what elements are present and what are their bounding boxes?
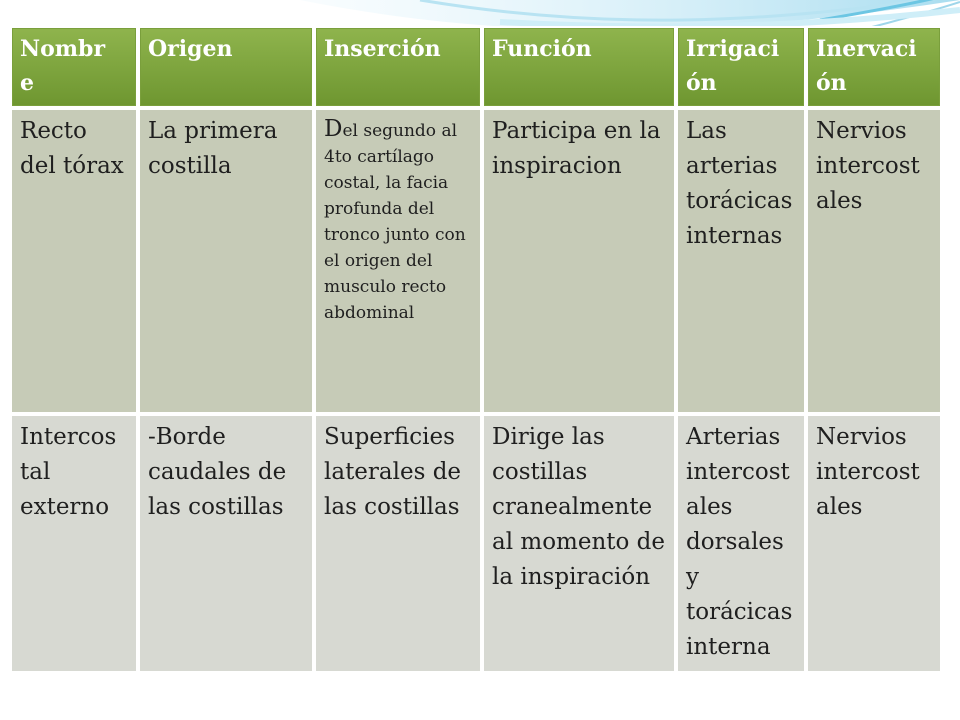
cell-funcion: Participa en la inspiracion [482, 108, 676, 414]
cell-insercion: Superficies laterales de las costillas [314, 414, 482, 673]
header-irrigacion: Irrigaci ón [676, 26, 806, 108]
table-row [10, 108, 942, 414]
header-insercion: Inserción [314, 26, 482, 108]
cell-inervacion: Nervios intercost ales [806, 414, 942, 673]
cell-nombre: Intercos tal externo [10, 414, 138, 673]
header-inervacion: Inervaci ón [806, 26, 942, 108]
header-origen: Origen [138, 26, 314, 108]
cell-irrigacion: Las arterias torácicas internas [676, 108, 806, 414]
cell-inervacion: Nervios intercost ales [806, 108, 942, 414]
cell-nombre: Recto del tórax [10, 108, 138, 414]
muscle-table [10, 26, 942, 673]
insercion-first-letter: D [324, 116, 343, 142]
cell-irrigacion: Arterias intercost ales dorsales y torácicas interna [676, 414, 806, 673]
header-funcion: Función [482, 26, 676, 108]
header-nombre: Nombr e [10, 26, 138, 108]
insercion-text: el segundo al 4to cartílago costal, la facia profunda del tronco junto con el origen del musculo recto abdominal [324, 121, 466, 323]
header-row [10, 26, 942, 108]
table-row [10, 414, 942, 673]
cell-origen: -Borde caudales de las costillas [138, 414, 314, 673]
cell-origen: La primera costilla [138, 108, 314, 414]
cell-insercion [314, 108, 482, 414]
cell-funcion: Dirige las costillas cranealmente al momento de la inspiración [482, 414, 676, 673]
